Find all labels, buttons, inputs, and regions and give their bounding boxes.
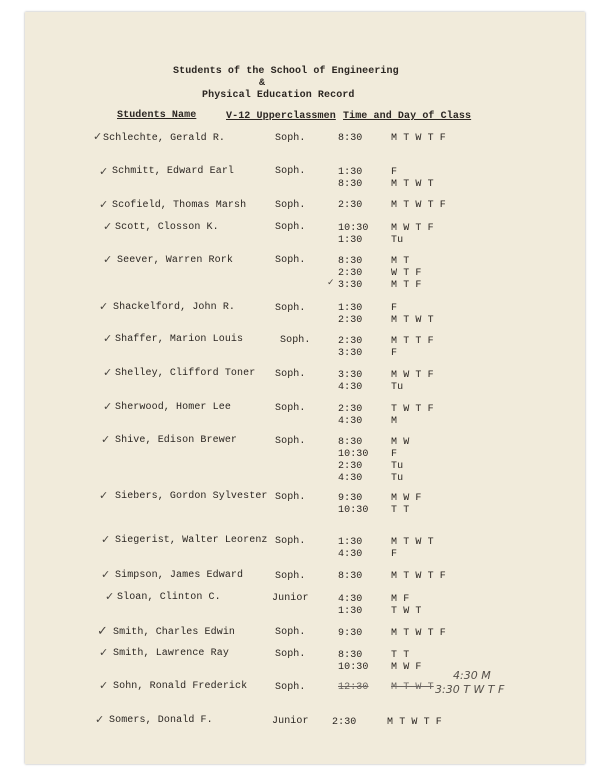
class-days: Tu <box>391 461 404 472</box>
student-class: Soph. <box>275 492 306 503</box>
class-time-struck: 12:30 <box>338 682 369 693</box>
class-time: 2:30 <box>332 717 357 728</box>
student-class: Junior <box>272 716 309 727</box>
student-class: Soph. <box>275 222 306 233</box>
class-days: M W T F <box>391 223 434 234</box>
class-time: 10:30 <box>338 505 369 516</box>
student-class: Soph. <box>275 166 306 177</box>
student-class: Soph. <box>275 303 306 314</box>
student-class: Soph. <box>275 133 306 144</box>
class-time: 10:30 <box>338 223 369 234</box>
student-class: Soph. <box>275 403 306 414</box>
class-days: M W <box>391 437 410 448</box>
check-mark: ✓ <box>103 332 113 345</box>
student-name: Seever, Warren Rork <box>117 255 233 266</box>
class-time: 9:30 <box>338 628 363 639</box>
class-time: 9:30 <box>338 493 363 504</box>
check-mark: ✓ <box>99 646 109 659</box>
class-days: M F <box>391 594 410 605</box>
student-name: Schmitt, Edward Earl <box>112 166 235 177</box>
class-days-struck: M T W T <box>391 682 434 693</box>
class-days: Tu <box>391 382 404 393</box>
class-time: 8:30 <box>338 179 363 190</box>
check-mark: ✓ <box>101 568 111 581</box>
class-time: 8:30 <box>338 437 363 448</box>
class-time: 3:30 <box>338 348 363 359</box>
student-class: Soph. <box>275 571 306 582</box>
class-time: 4:30 <box>338 549 363 560</box>
class-days: F <box>391 549 398 560</box>
class-time: 10:30 <box>338 449 369 460</box>
class-days: F <box>391 449 398 460</box>
header-time-day: Time and Day of Class <box>343 111 472 122</box>
student-class: Soph. <box>275 255 306 266</box>
class-days: M T F <box>391 280 422 291</box>
student-name: Smith, Charles Edwin <box>113 627 236 638</box>
class-time: 2:30 <box>338 461 363 472</box>
student-name: Sloan, Clinton C. <box>117 592 221 603</box>
check-mark: ✓ <box>103 366 113 379</box>
class-days: M W F <box>391 493 422 504</box>
class-time: 8:30 <box>338 133 363 144</box>
student-name: Siebers, Gordon Sylvester <box>115 491 268 502</box>
student-class: Soph. <box>275 436 306 447</box>
class-time: 1:30 <box>338 303 363 314</box>
class-days: M T W T F <box>391 133 446 144</box>
check-mark: ✓ <box>103 220 113 233</box>
class-days: M T W T F <box>391 571 446 582</box>
class-time: 8:30 <box>338 256 363 267</box>
class-time: 4:30 <box>338 382 363 393</box>
class-days: M T W T F <box>391 628 446 639</box>
check-mark: ✓ <box>105 590 115 603</box>
class-time: 3:30 <box>338 280 363 291</box>
student-name: Siegerist, Walter Leorenz <box>115 535 268 546</box>
handwritten-note: 4:30 M <box>453 669 491 682</box>
class-time: 1:30 <box>338 537 363 548</box>
class-time: 1:30 <box>338 235 363 246</box>
class-days: T W T F <box>391 404 434 415</box>
check-mark: ✓ <box>101 533 111 546</box>
class-days: M T T F <box>391 336 434 347</box>
class-time: 3:30 <box>338 370 363 381</box>
student-name: Shelley, Clifford Toner <box>115 368 256 379</box>
class-days: M T W T F <box>391 200 446 211</box>
document-sheet <box>25 12 585 764</box>
student-name: Somers, Donald F. <box>109 715 213 726</box>
class-time: 8:30 <box>338 650 363 661</box>
student-class: Soph. <box>280 335 311 346</box>
class-time: 10:30 <box>338 662 369 673</box>
class-days: F <box>391 348 398 359</box>
class-days: T W T <box>391 606 422 617</box>
class-time: 2:30 <box>338 200 363 211</box>
student-name: Sohn, Ronald Frederick <box>113 681 248 692</box>
class-time: 4:30 <box>338 416 363 427</box>
check-mark: ✓ <box>99 679 109 692</box>
check-mark: ✓ <box>327 278 335 288</box>
class-days: M W F <box>391 662 422 673</box>
student-class: Soph. <box>275 627 306 638</box>
class-days: M T W T <box>391 315 434 326</box>
student-name: Scofield, Thomas Marsh <box>112 200 247 211</box>
student-name: Smith, Lawrence Ray <box>113 648 229 659</box>
student-class: Soph. <box>275 200 306 211</box>
class-time: 2:30 <box>338 268 363 279</box>
check-mark: ✓ <box>97 624 108 639</box>
class-days: M <box>391 416 398 427</box>
check-mark: ✓ <box>101 433 111 446</box>
student-name: Schlechte, Gerald R. <box>103 133 226 144</box>
class-time: 4:30 <box>338 594 363 605</box>
check-mark: ✓ <box>93 130 103 143</box>
class-time: 1:30 <box>338 167 363 178</box>
check-mark: ✓ <box>99 165 109 178</box>
class-time: 4:30 <box>338 473 363 484</box>
student-class: Soph. <box>275 369 306 380</box>
handwritten-note: 3:30 T W T F <box>435 683 505 696</box>
student-class: Soph. <box>275 649 306 660</box>
check-mark: ✓ <box>95 713 105 726</box>
check-mark: ✓ <box>99 198 109 211</box>
title-ampersand: & <box>259 78 266 89</box>
check-mark: ✓ <box>103 400 113 413</box>
header-group: V-12 Upperclassmen <box>226 111 336 122</box>
student-class: Junior <box>272 593 309 604</box>
class-time: 2:30 <box>338 404 363 415</box>
class-days: M T <box>391 256 410 267</box>
class-days: F <box>391 167 398 178</box>
class-time: 2:30 <box>338 336 363 347</box>
class-days: M T W T <box>391 179 434 190</box>
class-days: M T W T F <box>387 717 442 728</box>
student-name: Scott, Closson K. <box>115 222 219 233</box>
student-class: Soph. <box>275 536 306 547</box>
student-name: Shackelford, John R. <box>113 302 236 313</box>
class-time: 2:30 <box>338 315 363 326</box>
class-days: T T <box>391 505 410 516</box>
class-days: Tu <box>391 473 404 484</box>
document-title: Students of the School of Engineering <box>173 66 399 77</box>
student-name: Sherwood, Homer Lee <box>115 402 231 413</box>
class-time: 1:30 <box>338 606 363 617</box>
class-days: T T <box>391 650 410 661</box>
class-time: 8:30 <box>338 571 363 582</box>
student-name: Simpson, James Edward <box>115 570 244 581</box>
student-name: Shive, Edison Brewer <box>115 435 238 446</box>
check-mark: ✓ <box>99 300 109 313</box>
check-mark: ✓ <box>103 253 113 266</box>
class-days: Tu <box>391 235 404 246</box>
class-days: F <box>391 303 398 314</box>
class-days: W T F <box>391 268 422 279</box>
header-students-name: Students Name <box>117 110 197 121</box>
document-subtitle: Physical Education Record <box>202 90 355 101</box>
student-class: Soph. <box>275 682 306 693</box>
check-mark: ✓ <box>99 489 109 502</box>
class-days: M T W T <box>391 537 434 548</box>
class-days: M W T F <box>391 370 434 381</box>
student-name: Shaffer, Marion Louis <box>115 334 244 345</box>
